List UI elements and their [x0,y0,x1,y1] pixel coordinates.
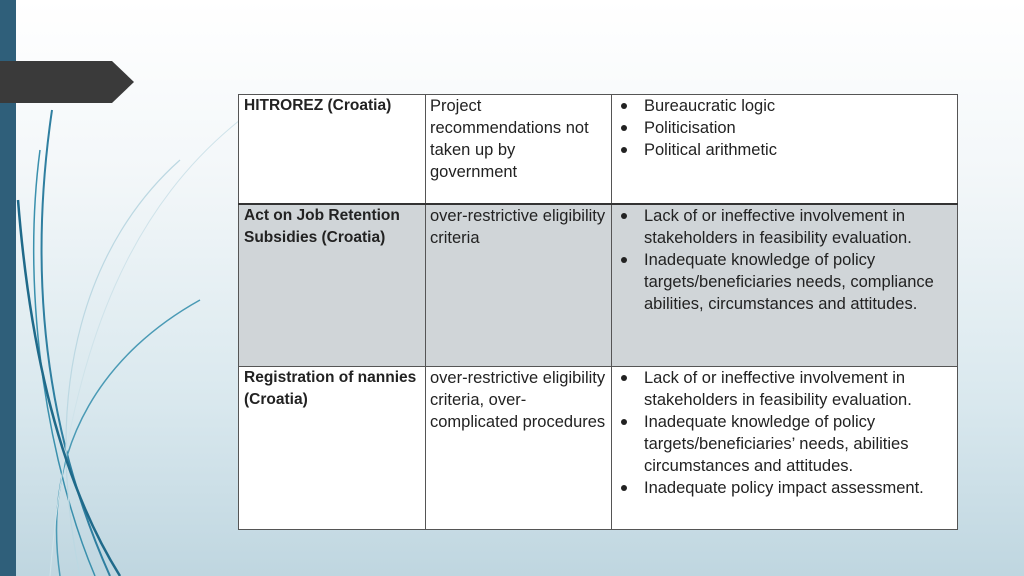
causes-cell [612,95,958,205]
list-item: Politicisation [616,117,949,139]
bullet-icon [621,375,627,381]
bullet-icon [621,213,627,219]
table-row [239,367,958,530]
causes-list [616,95,949,161]
policy-name-cell: HITROREZ (Croatia) [239,95,426,205]
policy-table [238,94,958,530]
bullet-icon [621,419,627,425]
causes-cell [612,204,958,367]
list-item: Inadequate knowledge of policy targets/beneficiaries’ needs, abilities circumstances and attitudes. [616,411,949,477]
list-item: Inadequate knowledge of policy targets/beneficiaries needs, compliance abilities, circumstances and attitudes. [616,249,949,315]
bullet-icon [621,147,627,153]
problem-cell: over-restrictive eligibility criteria, over-complicated procedures [426,367,612,530]
policy-name-cell: Act on Job Retention Subsidies (Croatia) [239,204,426,367]
bullet-icon [621,103,627,109]
problem-cell: Project recommendations not taken up by government [426,95,612,205]
causes-list [616,205,949,315]
bullet-icon [621,485,627,491]
problem-cell: over-restrictive eligibility criteria [426,204,612,367]
bullet-icon [621,125,627,131]
list-item: Bureaucratic logic [616,95,949,117]
table-row [239,204,958,367]
list-item: Political arithmetic [616,139,949,161]
list-item: Inadequate policy impact assessment. [616,477,949,499]
list-item: Lack of or ineffective involvement in stakeholders in feasibility evaluation. [616,367,949,411]
policy-name-cell: Registration of nannies (Croatia) [239,367,426,530]
causes-list [616,367,949,499]
causes-cell [612,367,958,530]
bullet-icon [621,257,627,263]
list-item: Lack of or ineffective involvement in stakeholders in feasibility evaluation. [616,205,949,249]
table-row [239,95,958,205]
title-tab-shape [0,61,134,103]
